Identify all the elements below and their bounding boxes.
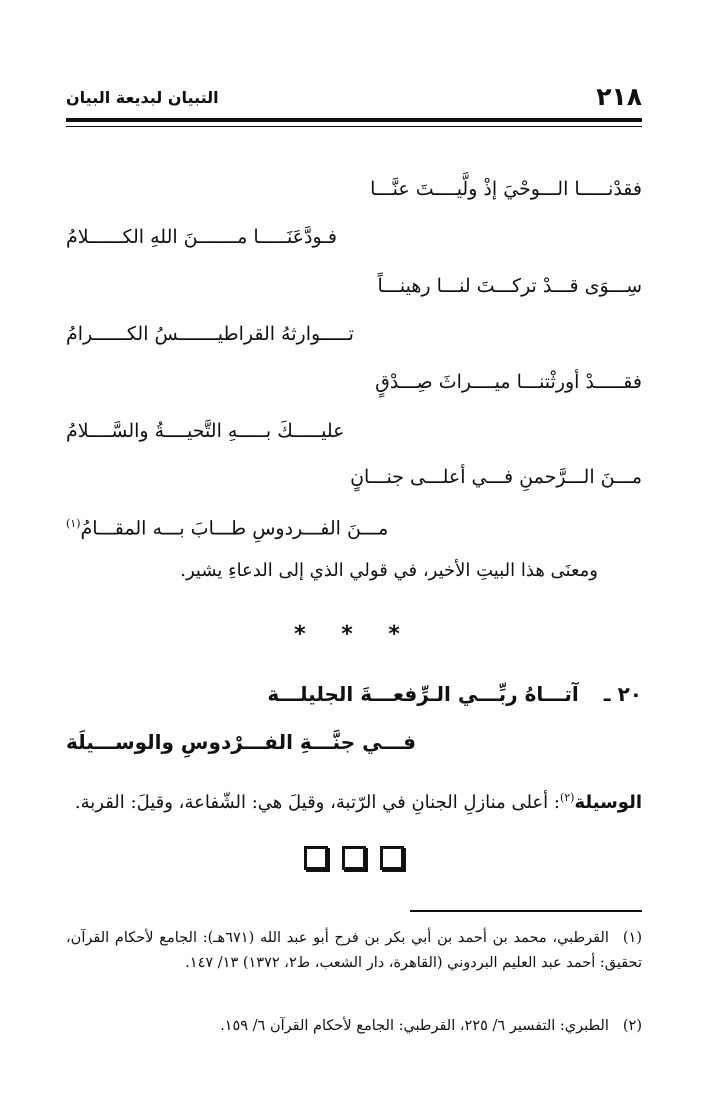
footnote-1 bbox=[66, 926, 642, 976]
commentary: ومعنَى هذا البيتِ الأخير، في قولي الذي إلى الدعاءِ يشير. bbox=[180, 560, 598, 581]
footnote-1-number: (١) bbox=[622, 930, 642, 946]
poem-verse-4: تـــــوارثهُ القراطيـــــــسُ الكــــــرامُ bbox=[66, 323, 354, 345]
poem-verse-7: مـــنَ الـــرَّحمنِ فـــي أعلـــى جنـــانٍ bbox=[350, 466, 642, 488]
poem-verse-5: فقـــــدْ أورثْتنـــا ميــــراثَ صِـــدْقٍ bbox=[375, 371, 642, 393]
end-of-section-ornament bbox=[0, 846, 708, 870]
section-heading-line-1 bbox=[267, 682, 642, 706]
definition-paragraph bbox=[66, 778, 642, 823]
definition-text: : أعلى منازلِ الجنانِ في الرّتبة، وقيلَ هي: الشّفاعة، وقيلَ: القربة. bbox=[74, 792, 560, 813]
ornament-square-icon bbox=[380, 846, 404, 870]
poem-verse-6: عليـــــكَ بـــــهِ التَّحيــــةُ والسَّــــلامُ bbox=[66, 420, 345, 442]
footnote-ref-1: (١) bbox=[66, 517, 81, 530]
ornament-square-icon bbox=[304, 846, 328, 870]
section-number: ٢٠ ـ bbox=[603, 682, 642, 706]
section-heading-line-2: فـــي جنَّـــةِ الفـــرْدوسِ والوســـيلَة bbox=[66, 730, 416, 754]
footnote-rule bbox=[410, 910, 642, 912]
footnote-2-number: (٢) bbox=[622, 1018, 642, 1034]
definition-term: الوسيلة bbox=[574, 792, 642, 813]
footnote-1-text: القرطبي، محمد بن أحمد بن أبي بكر بن فرح أبو عبد الله (٦٧١هـ): الجامع لأحكام القرآن، تحقيق: أحمد عبد العليم البردوني (القاهرة، دار الشعب، ط٢، ١٣٧٢) ١٣/ ١٤٧. bbox=[66, 930, 642, 971]
header-rule-thin bbox=[66, 126, 642, 127]
footnote-ref-2: (٢) bbox=[559, 791, 575, 804]
section-title-1: آتـــاهُ ربِّـــي الـرِّفعـــةَ الجليلـــة bbox=[267, 682, 579, 706]
poem-verse-1: فقدْنـــــا الـــوحْيَ إذْ ولَّيــــتَ عنَّـــا bbox=[370, 178, 642, 200]
header-rule-thick bbox=[66, 118, 642, 122]
poem-verse-3: سِـــوَى قـــدْ تركـــتَ لنـــا رهينـــاً bbox=[377, 275, 642, 297]
section-separator: * * * bbox=[294, 622, 414, 647]
footnote-2 bbox=[66, 1014, 642, 1039]
poem-verse-8 bbox=[66, 518, 388, 538]
running-title: التبيان لبديعة البيان bbox=[66, 88, 219, 107]
ornament-square-icon bbox=[342, 846, 366, 870]
page-number: ٢١٨ bbox=[596, 82, 642, 111]
footnote-2-text: الطبري: التفسير ٦/ ٢٢٥، القرطبي: الجامع لأحكام القرآن ٦/ ١٥٩. bbox=[220, 1018, 609, 1034]
poem-verse-2: فـودَّعَنَـــــا مـــــــنَ اللهِ الكــــــلامُ bbox=[66, 226, 337, 248]
poem-verse-8-text: مـــنَ الفـــردوسِ طـــابَ بـــه المقـــامُ bbox=[80, 517, 389, 540]
